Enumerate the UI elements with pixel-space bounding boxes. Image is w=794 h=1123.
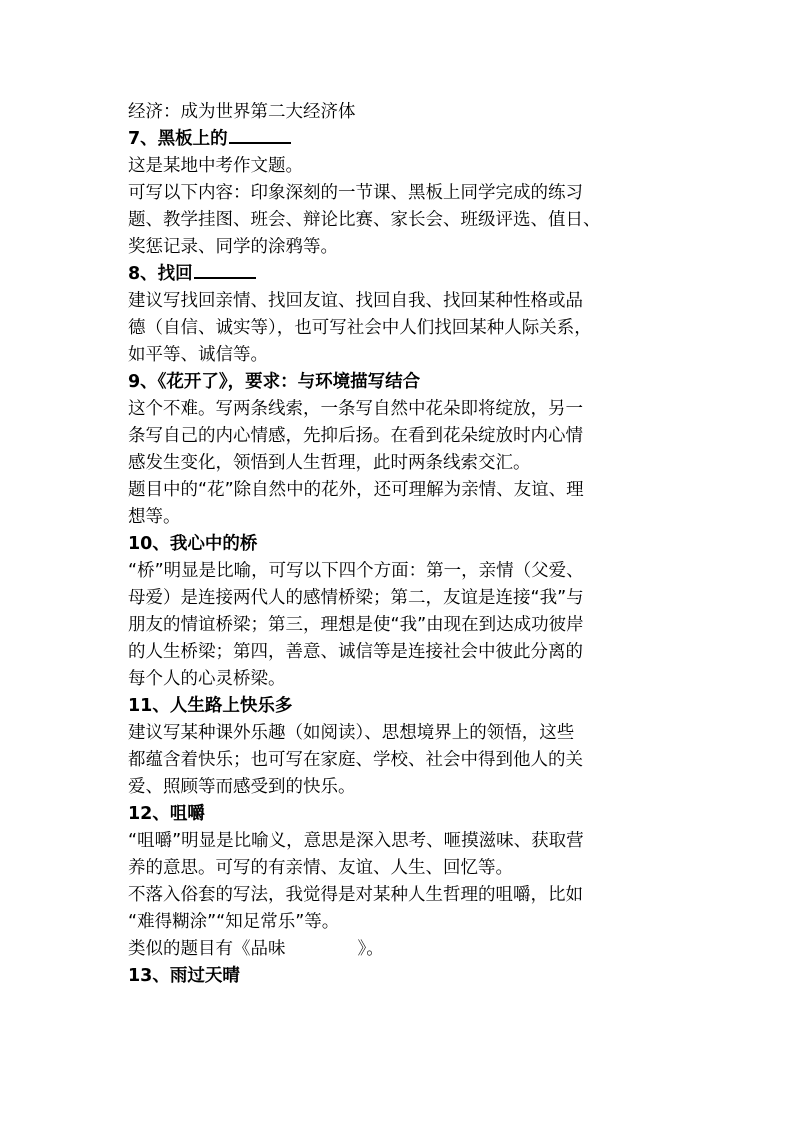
body-line: 经济：成为世界第二大经济体 <box>128 102 356 122</box>
body-line: 养的意思。可写的有亲情、友谊、人生、回忆等。 <box>128 858 513 878</box>
body-line: 可写以下内容：印象深刻的一节课、黑板上同学完成的练习 <box>128 183 583 203</box>
section-heading-10: 10、我心中的桥 <box>128 534 258 554</box>
section-heading-13: 13、雨过天晴 <box>128 966 240 986</box>
line-text-after: 》。 <box>357 939 384 959</box>
body-line: 爱、照顾等而感受到的快乐。 <box>128 777 356 797</box>
body-line: 都蕴含着快乐；也可写在家庭、学校、社会中得到他人的关 <box>128 750 583 770</box>
body-line: 朋友的情谊桥梁；第三，理想是使“我”由现在到达成功彼岸 <box>128 615 584 635</box>
section-heading-9: 9、《花开了》，要求：与环境描写结合 <box>128 372 421 392</box>
fill-in-blank <box>229 126 291 144</box>
body-line: 德（自信、诚实等），也可写社会中人们找回某种人际关系， <box>128 318 592 338</box>
body-line: “咀嚼”明显是比喻义，意思是深入思考、咂摸滋味、获取营 <box>128 831 584 851</box>
body-line: 每个人的心灵桥梁。 <box>128 669 286 689</box>
fill-in-blank <box>194 261 256 279</box>
body-line-with-gap <box>128 936 673 963</box>
body-line: 这是某地中考作文题。 <box>128 156 303 176</box>
body-line: 奖惩记录、同学的涂鸦等。 <box>128 237 338 257</box>
body-line: 不落入俗套的写法，我觉得是对某种人生哲理的咀嚼，比如 <box>128 885 583 905</box>
section-heading-7 <box>128 126 673 153</box>
heading-text: 7、黑板上的 <box>128 129 228 149</box>
body-line: 的人生桥梁；第四，善意、诚信等是连接社会中彼此分离的 <box>128 642 583 662</box>
body-line: 题、教学挂图、班会、辩论比赛、家长会、班级评选、值日、 <box>128 210 601 230</box>
body-line: 题目中的“花”除自然中的花外，还可理解为亲情、友谊、理 <box>128 480 584 500</box>
line-text: 类似的题目有《品味 <box>128 939 286 959</box>
section-heading-11: 11、人生路上快乐多 <box>128 696 293 716</box>
body-line: 母爱）是连接两代人的感情桥梁；第二，友谊是连接“我”与 <box>128 588 584 608</box>
body-line: 条写自己的内心情感，先抑后扬。在看到花朵绽放时内心情 <box>128 426 583 446</box>
body-line: 想等。 <box>128 507 181 527</box>
body-line: “难得糊涂”“知足常乐”等。 <box>128 912 340 932</box>
section-heading-8 <box>128 261 673 288</box>
section-heading-12: 12、咀嚼 <box>128 804 205 824</box>
body-line: “桥”明显是比喻，可写以下四个方面：第一，亲情（父爱、 <box>128 561 584 581</box>
heading-text: 8、找回 <box>128 264 193 284</box>
document-body <box>128 99 673 990</box>
body-line: 感发生变化，领悟到人生哲理，此时两条线索交汇。 <box>128 453 531 473</box>
body-line: 这个不难。写两条线索，一条写自然中花朵即将绽放，另一 <box>128 399 583 419</box>
body-line: 建议写找回亲情、找回友谊、找回自我、找回某种性格或品 <box>128 291 583 311</box>
body-line: 如平等、诚信等。 <box>128 345 268 365</box>
body-line: 建议写某种课外乐趣（如阅读）、思想境界上的领悟，这些 <box>128 723 575 743</box>
